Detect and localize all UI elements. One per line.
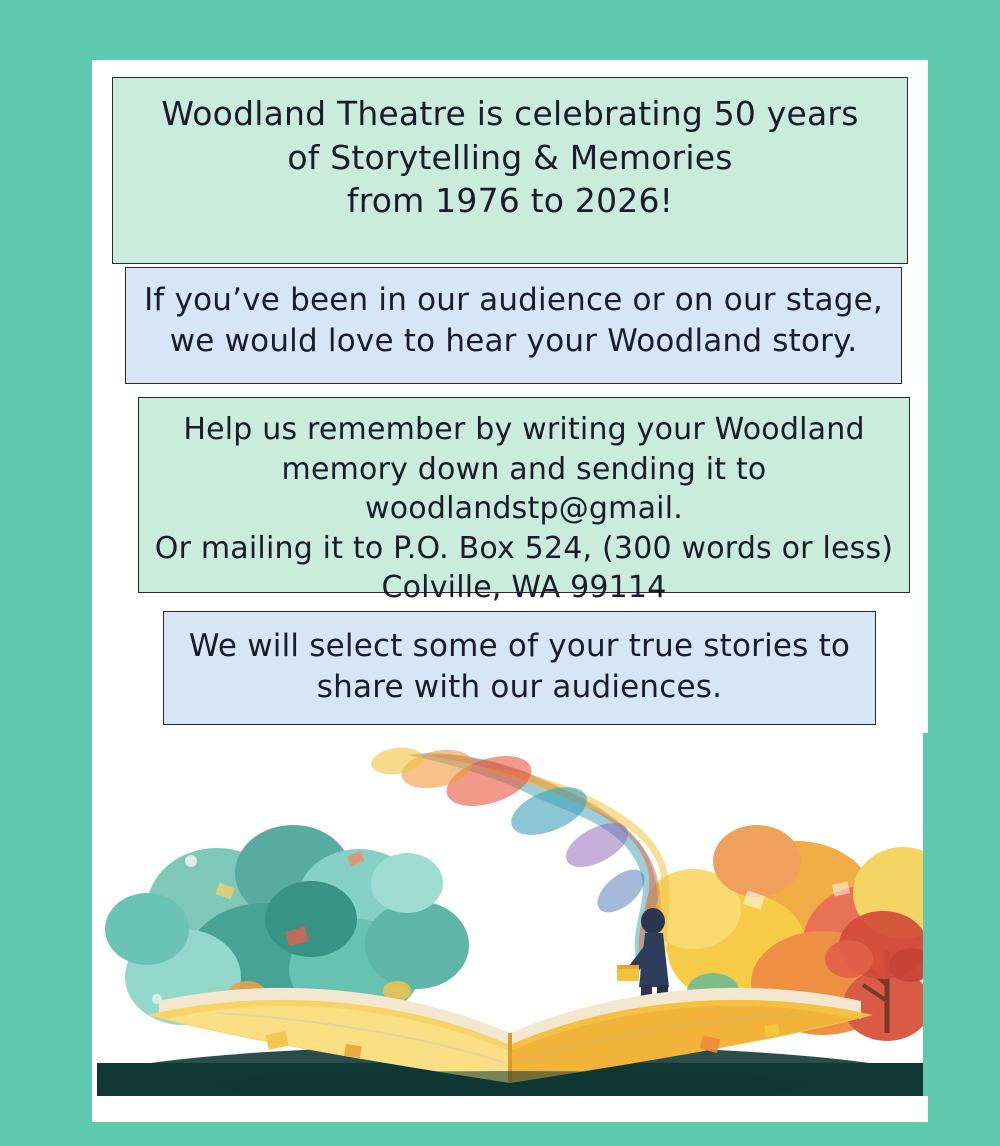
invitation-line-2: we would love to hear your Woodland story. <box>169 322 858 359</box>
invitation-line-1: If you’ve been in our audience or on our stage, <box>144 282 883 318</box>
panel-instructions <box>138 397 910 606</box>
poster <box>92 60 928 1122</box>
selection-line-2: share with our audiences. <box>316 668 723 705</box>
panel-selection <box>163 611 876 725</box>
selection-line-1: We will select some of your true stories to <box>188 628 851 664</box>
instructions-line-1: Help us remember by writing your Woodland <box>183 412 865 447</box>
instructions-line-2: memory down and sending it to woodlandstp@gmail. <box>281 451 767 527</box>
panel-invitation <box>125 267 902 384</box>
instructions-line-4: Colville, WA 99114 <box>381 570 667 606</box>
celebration-line-2: of Storytelling & Memories <box>287 137 733 177</box>
poster-bottom-margin <box>92 1096 928 1122</box>
poster-right-strip <box>923 733 928 1096</box>
celebration-line-1: Woodland Theatre is celebrating 50 years <box>161 94 859 133</box>
poster-inner <box>92 60 928 1122</box>
celebration-line-3: from 1976 to 2026! <box>346 181 674 221</box>
instructions-line-3: Or mailing it to P.O. Box 524, (300 words or less) <box>154 530 894 566</box>
panel-celebration <box>112 77 908 264</box>
open-book-illustration <box>97 733 923 1096</box>
open-book-illustration-graphic <box>97 733 923 1096</box>
